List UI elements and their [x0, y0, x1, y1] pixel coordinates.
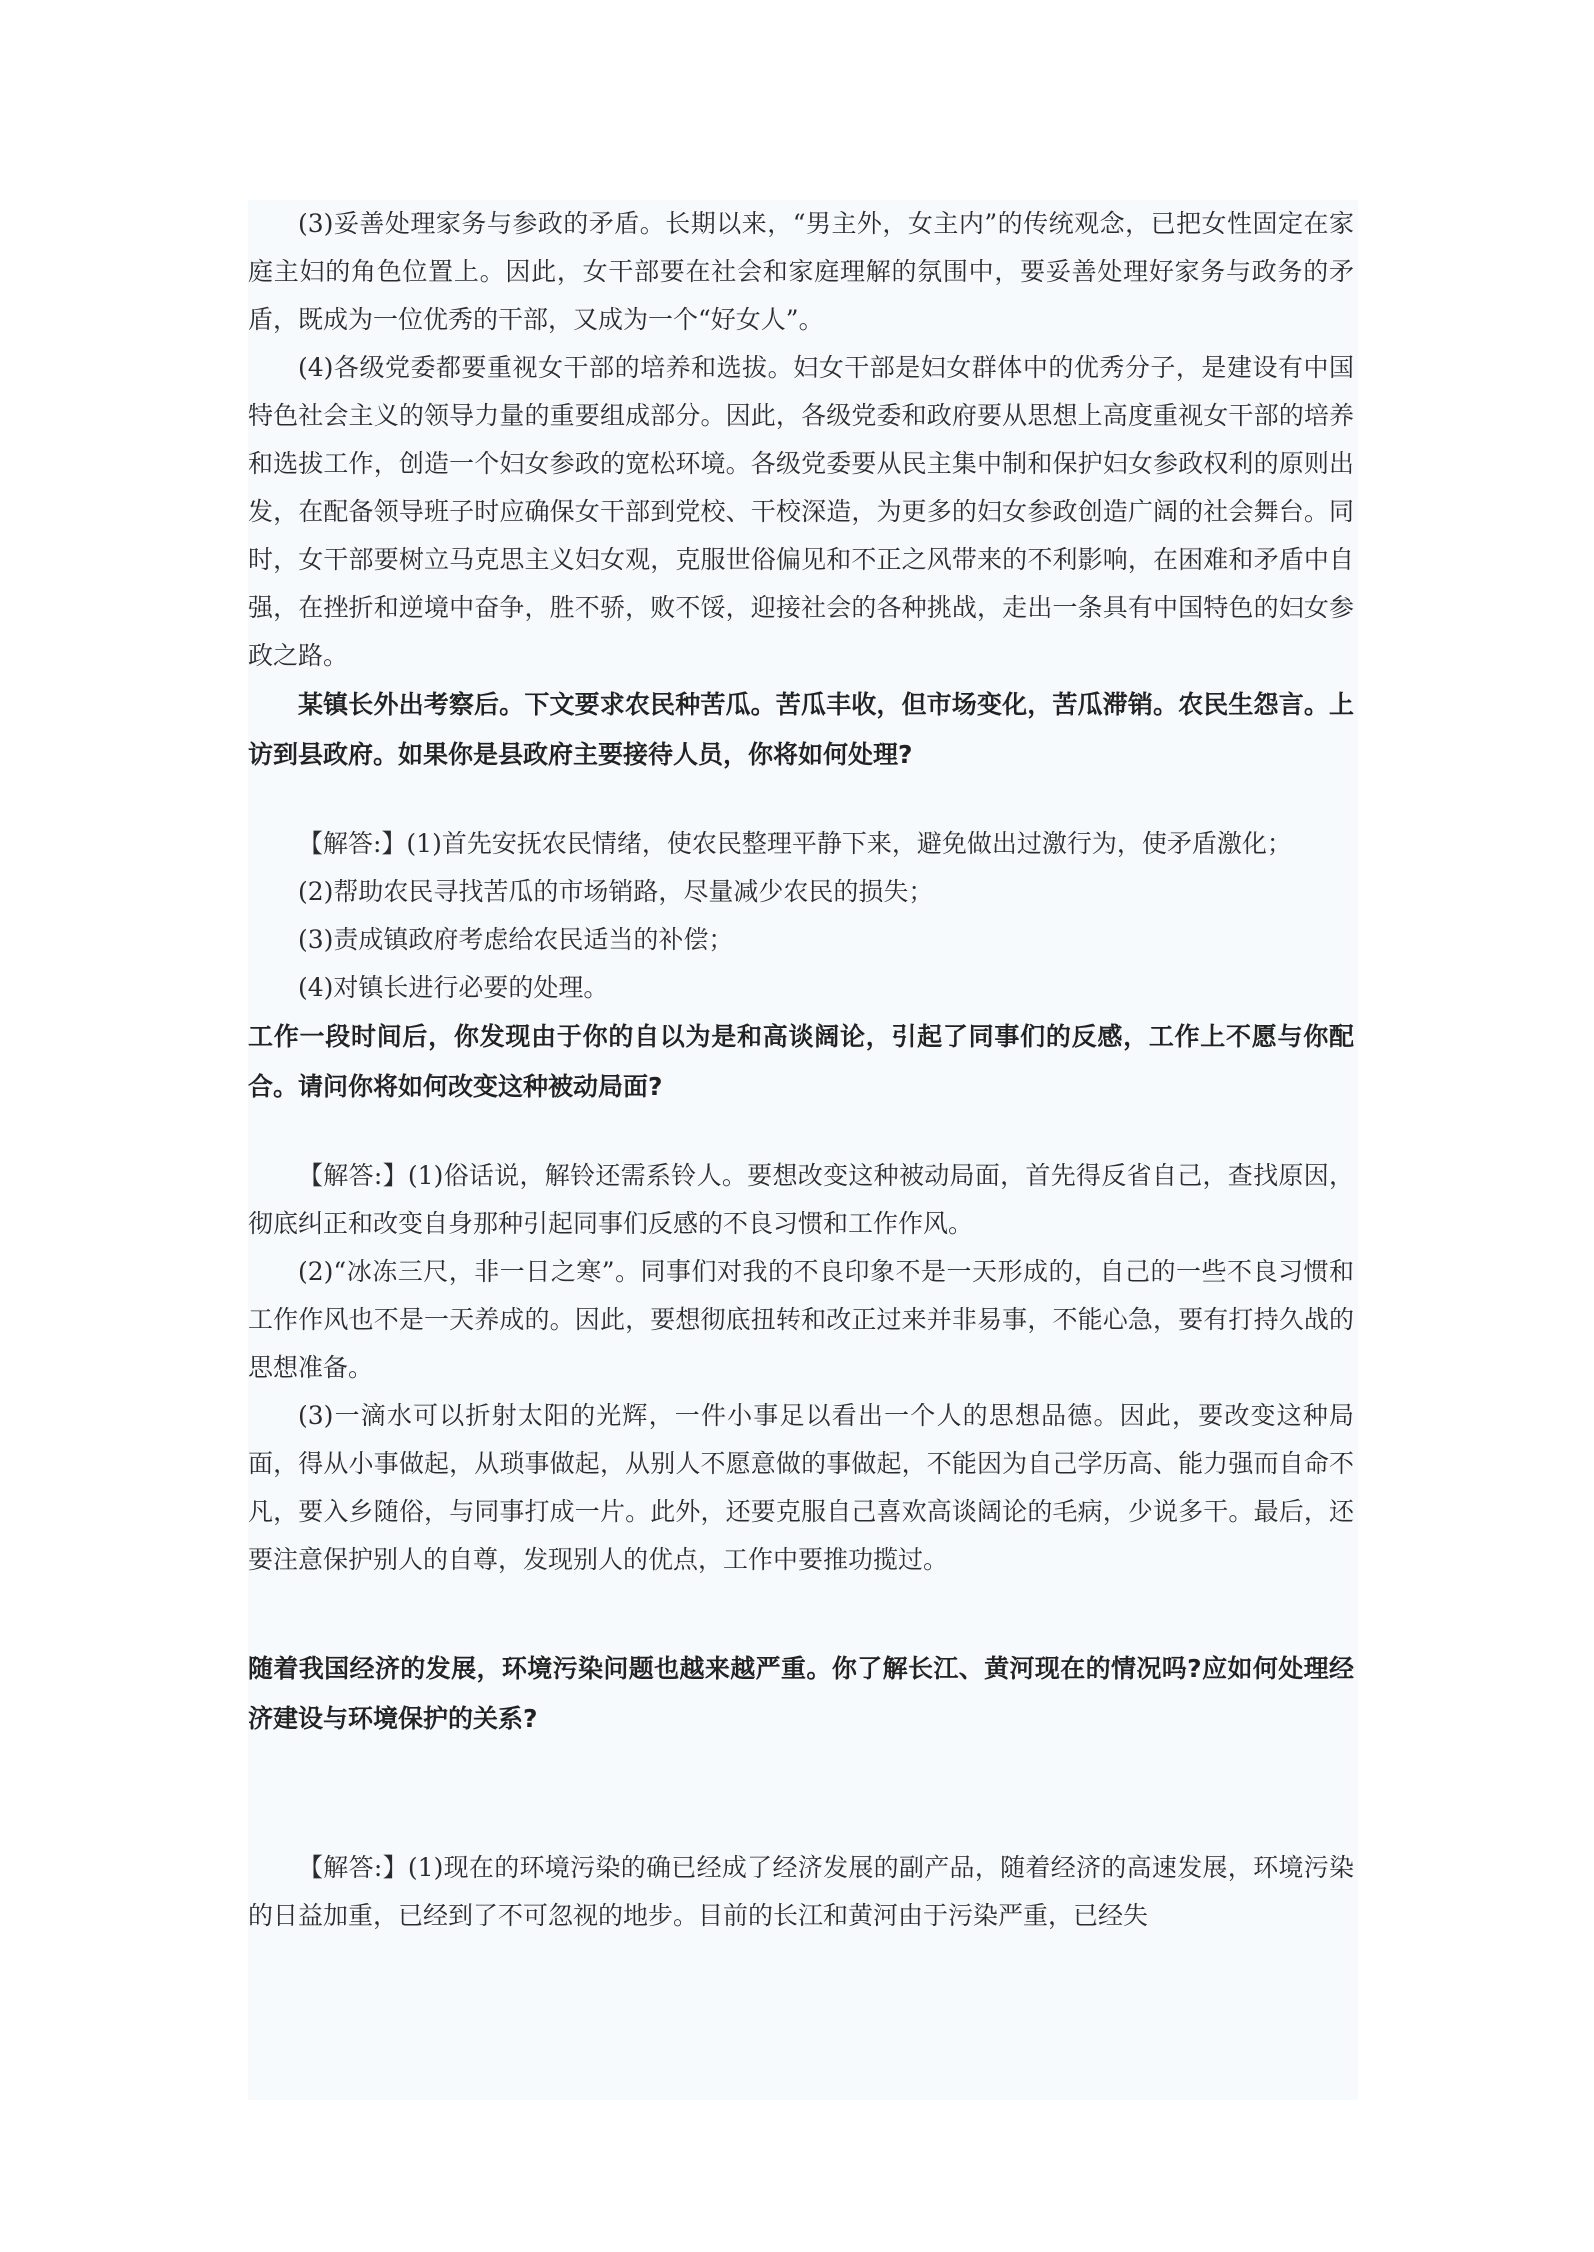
paragraph-4: (4)各级党委都要重视女干部的培养和选拔。妇女干部是妇女群体中的优秀分子，是建设有中国特色社会主义的领导力量的重要组成部分。因此，各级党委和政府要从思想上高度重视女干部的培养和选拔工作，创造一个妇女参政的宽松环境。各级党委要从民主集中制和保护妇女参政权利的原则出发，在配备领导班子时应确保女干部到党校、干校深造，为更多的妇女参政创造广阔的社会舞台。同时，女干部要树立马克思主义妇女观，克服世俗偏见和不正之风带来的不利影响，在困难和矛盾中自强，在挫折和逆境中奋争，胜不骄，败不馁，迎接社会的各种挑战，走出一条具有中国特色的妇女参政之路。 — [248, 353, 1354, 670]
answer-2-1: 【解答:】(1)俗话说，解铃还需系铃人。要想改变这种被动局面，首先得反省自己，查找原因，彻底纠正和改变自身那种引起同事们反感的不良习惯和工作作风。 — [248, 1161, 1354, 1238]
answer-2-3: (3)一滴水可以折射太阳的光辉，一件小事足以看出一个人的思想品德。因此，要改变这种局面，得从小事做起，从琐事做起，从别人不愿意做的事做起，不能因为自己学历高、能力强而自命不凡，要入乡随俗，与同事打成一片。此外，还要克服自己喜欢高谈阔论的毛病，少说多干。最后，还要注意保护别人的自尊，发现别人的优点，工作中要推功揽过。 — [248, 1401, 1354, 1574]
question-1: 某镇长外出考察后。下文要求农民种苦瓜。苦瓜丰收，但市场变化，苦瓜滞销。农民生怨言。上访到县政府。如果你是县政府主要接待人员，你将如何处理? — [248, 690, 1354, 769]
answer-2-2: (2)“冰冻三尺，非一日之寒”。同事们对我的不良印象不是一天形成的，自己的一些不良习惯和工作作风也不是一天养成的。因此，要想彻底扭转和改正过来并非易事，不能心急，要有打持久战的思想准备。 — [248, 1257, 1354, 1382]
answer-1-4: (4)对镇长进行必要的处理。 — [298, 973, 609, 1002]
question-2: 工作一段时间后，你发现由于你的自以为是和高谈阔论，引起了同事们的反感，工作上不愿与你配合。请问你将如何改变这种被动局面? — [248, 1022, 1354, 1101]
question-3: 随着我国经济的发展，环境污染问题也越来越严重。你了解长江、黄河现在的情况吗?应如何处理经济建设与环境保护的关系? — [248, 1654, 1354, 1733]
answer-1-1: 【解答:】(1)首先安抚农民情绪，使农民整理平静下来，避免做出过激行为，使矛盾激化； — [298, 829, 1292, 858]
paragraph-3: (3)妥善处理家务与参政的矛盾。长期以来，“男主外，女主内”的传统观念，已把女性固定在家庭主妇的角色位置上。因此，女干部要在社会和家庭理解的氛围中，要妥善处理好家务与政务的矛盾，既成为一位优秀的干部，又成为一个“好女人”。 — [248, 209, 1354, 334]
document-body — [248, 200, 1358, 2100]
answer-3-1: 【解答:】(1)现在的环境污染的确已经成了经济发展的副产品，随着经济的高速发展，环境污染的日益加重，已经到了不可忽视的地步。目前的长江和黄河由于污染严重，已经失 — [248, 1853, 1354, 1930]
answer-1-2: (2)帮助农民寻找苦瓜的市场销路，尽量减少农民的损失； — [298, 877, 934, 906]
answer-1-3: (3)责成镇政府考虑给农民适当的补偿； — [298, 925, 734, 954]
